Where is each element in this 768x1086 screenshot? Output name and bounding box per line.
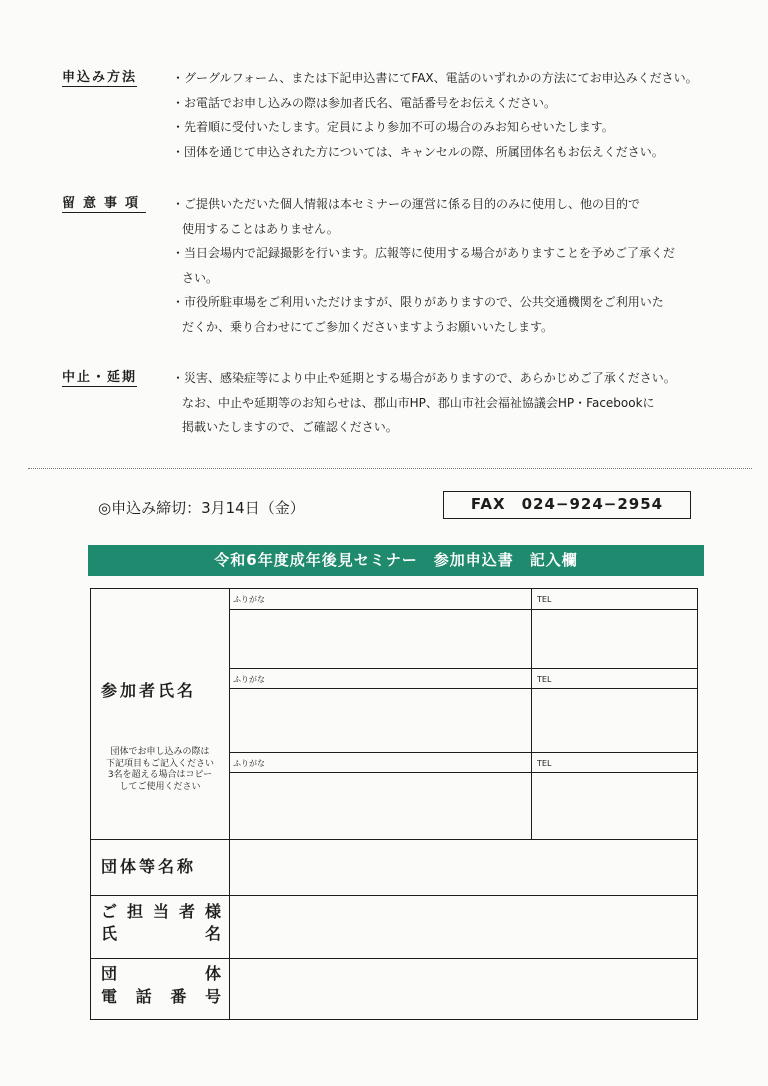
group-phone-char: 団 xyxy=(101,964,118,983)
tel-label: TEL xyxy=(537,675,552,684)
form-row-line xyxy=(229,752,697,753)
section-label: 申込み方法 xyxy=(62,70,138,85)
participant-name-label: 参加者氏名 xyxy=(101,681,197,700)
section-notes xyxy=(62,196,752,346)
contact-person-label-row1 xyxy=(101,901,221,923)
section-label: 留意事項 xyxy=(62,196,147,211)
furigana-label: ふりがな xyxy=(233,759,265,768)
section-line: ・災害、感染症等により中止や延期とする場合がありますので、あらかじめご了承ください。 xyxy=(172,371,676,385)
section-line: ・グーグルフォーム、または下記申込書にてFAX、電話のいずれかの方法にてお申込みください。 xyxy=(172,71,698,85)
section-line: 掲載いたしますので、ご確認ください。 xyxy=(182,420,398,434)
section-body xyxy=(172,366,757,440)
group-phone-char: 号 xyxy=(204,987,221,1006)
contact-char: 当 xyxy=(152,902,169,921)
participant-name-field[interactable] xyxy=(230,610,530,667)
contact-char: 様 xyxy=(204,902,221,921)
application-deadline: ◎申込み締切：3月14日（金） xyxy=(98,499,305,517)
section-line: ・当日会場内で記録撮影を行います。広報等に使用する場合がありますことを予めご了承くだ xyxy=(172,246,676,260)
form-banner-title: 令和6年度成年後見セミナー 参加申込書 記入欄 xyxy=(88,545,704,576)
group-note xyxy=(91,747,229,793)
organization-name-label: 団体等名称 xyxy=(101,857,197,876)
group-note-line: 下記項目もご記入ください xyxy=(105,758,214,769)
group-note-line: 団体でお申し込みの際は xyxy=(110,747,210,757)
contact-person-label-row2 xyxy=(101,923,221,945)
application-form-table xyxy=(90,588,698,1020)
tel-label: TEL xyxy=(537,759,552,768)
form-row-line xyxy=(229,668,697,669)
section-line: さい。 xyxy=(182,270,219,285)
section-line: 使用することはありません。 xyxy=(182,221,339,236)
furigana-label: ふりがな xyxy=(233,675,265,684)
section-line: なお、中止や延期等のお知らせは、郡山市HP、郡山市社会福祉協議会HP・Facebookに xyxy=(182,395,655,410)
group-phone-char: 番 xyxy=(170,987,187,1006)
section-line: ・先着順に受付いたします。定員により参加不可の場合のみお知らせいたします。 xyxy=(172,120,614,134)
group-phone-label-row2 xyxy=(101,986,221,1008)
cut-line-divider xyxy=(28,468,752,469)
section-cancellation xyxy=(62,370,752,450)
group-phone-char: 電 xyxy=(101,987,118,1006)
group-note-line: 3名を超える場合はコピー xyxy=(107,770,213,780)
contact-char: 名 xyxy=(204,924,221,943)
contact-char: ご xyxy=(101,902,118,921)
contact-char: 者 xyxy=(178,902,195,921)
participant-tel-field[interactable] xyxy=(532,689,696,751)
group-phone-char: 話 xyxy=(135,987,152,1006)
section-body xyxy=(172,192,757,339)
group-note-line: してご使用ください xyxy=(119,781,201,792)
section-line: ・お電話でお申し込みの際は参加者氏名、電話番号をお伝えください。 xyxy=(172,95,557,110)
section-line: だくか、乗り合わせにてご参加くださいますようお願いいたします。 xyxy=(182,319,554,334)
group-phone-label-row1 xyxy=(101,963,221,985)
section-line: ・ご提供いただいた個人情報は本セミナーの運営に係る目的のみに使用し、他の目的で xyxy=(172,197,641,211)
participant-name-field[interactable] xyxy=(230,773,530,838)
participant-tel-field[interactable] xyxy=(532,610,696,667)
section-label: 中止・延期 xyxy=(62,370,138,385)
contact-char: 氏 xyxy=(101,924,118,943)
participant-name-field[interactable] xyxy=(230,689,530,751)
participant-tel-field[interactable] xyxy=(532,773,696,838)
organization-name-field[interactable] xyxy=(230,840,696,894)
section-line: ・市役所駐車場をご利用いただけますが、限りがありますので、公共交通機関をご利用いた xyxy=(172,295,664,309)
section-application-method xyxy=(62,70,752,170)
contact-char: 担 xyxy=(126,902,143,921)
group-phone-field[interactable] xyxy=(230,959,696,1018)
fax-number-box: FAX 024−924−2954 xyxy=(443,491,691,519)
furigana-label: ふりがな xyxy=(233,595,265,604)
section-body xyxy=(172,66,757,164)
section-line: ・団体を通じて申込された方については、キャンセルの際、所属団体名もお伝えください。 xyxy=(172,144,664,159)
group-phone-char: 体 xyxy=(204,964,221,983)
tel-label: TEL xyxy=(537,595,552,604)
contact-person-field[interactable] xyxy=(230,896,696,957)
